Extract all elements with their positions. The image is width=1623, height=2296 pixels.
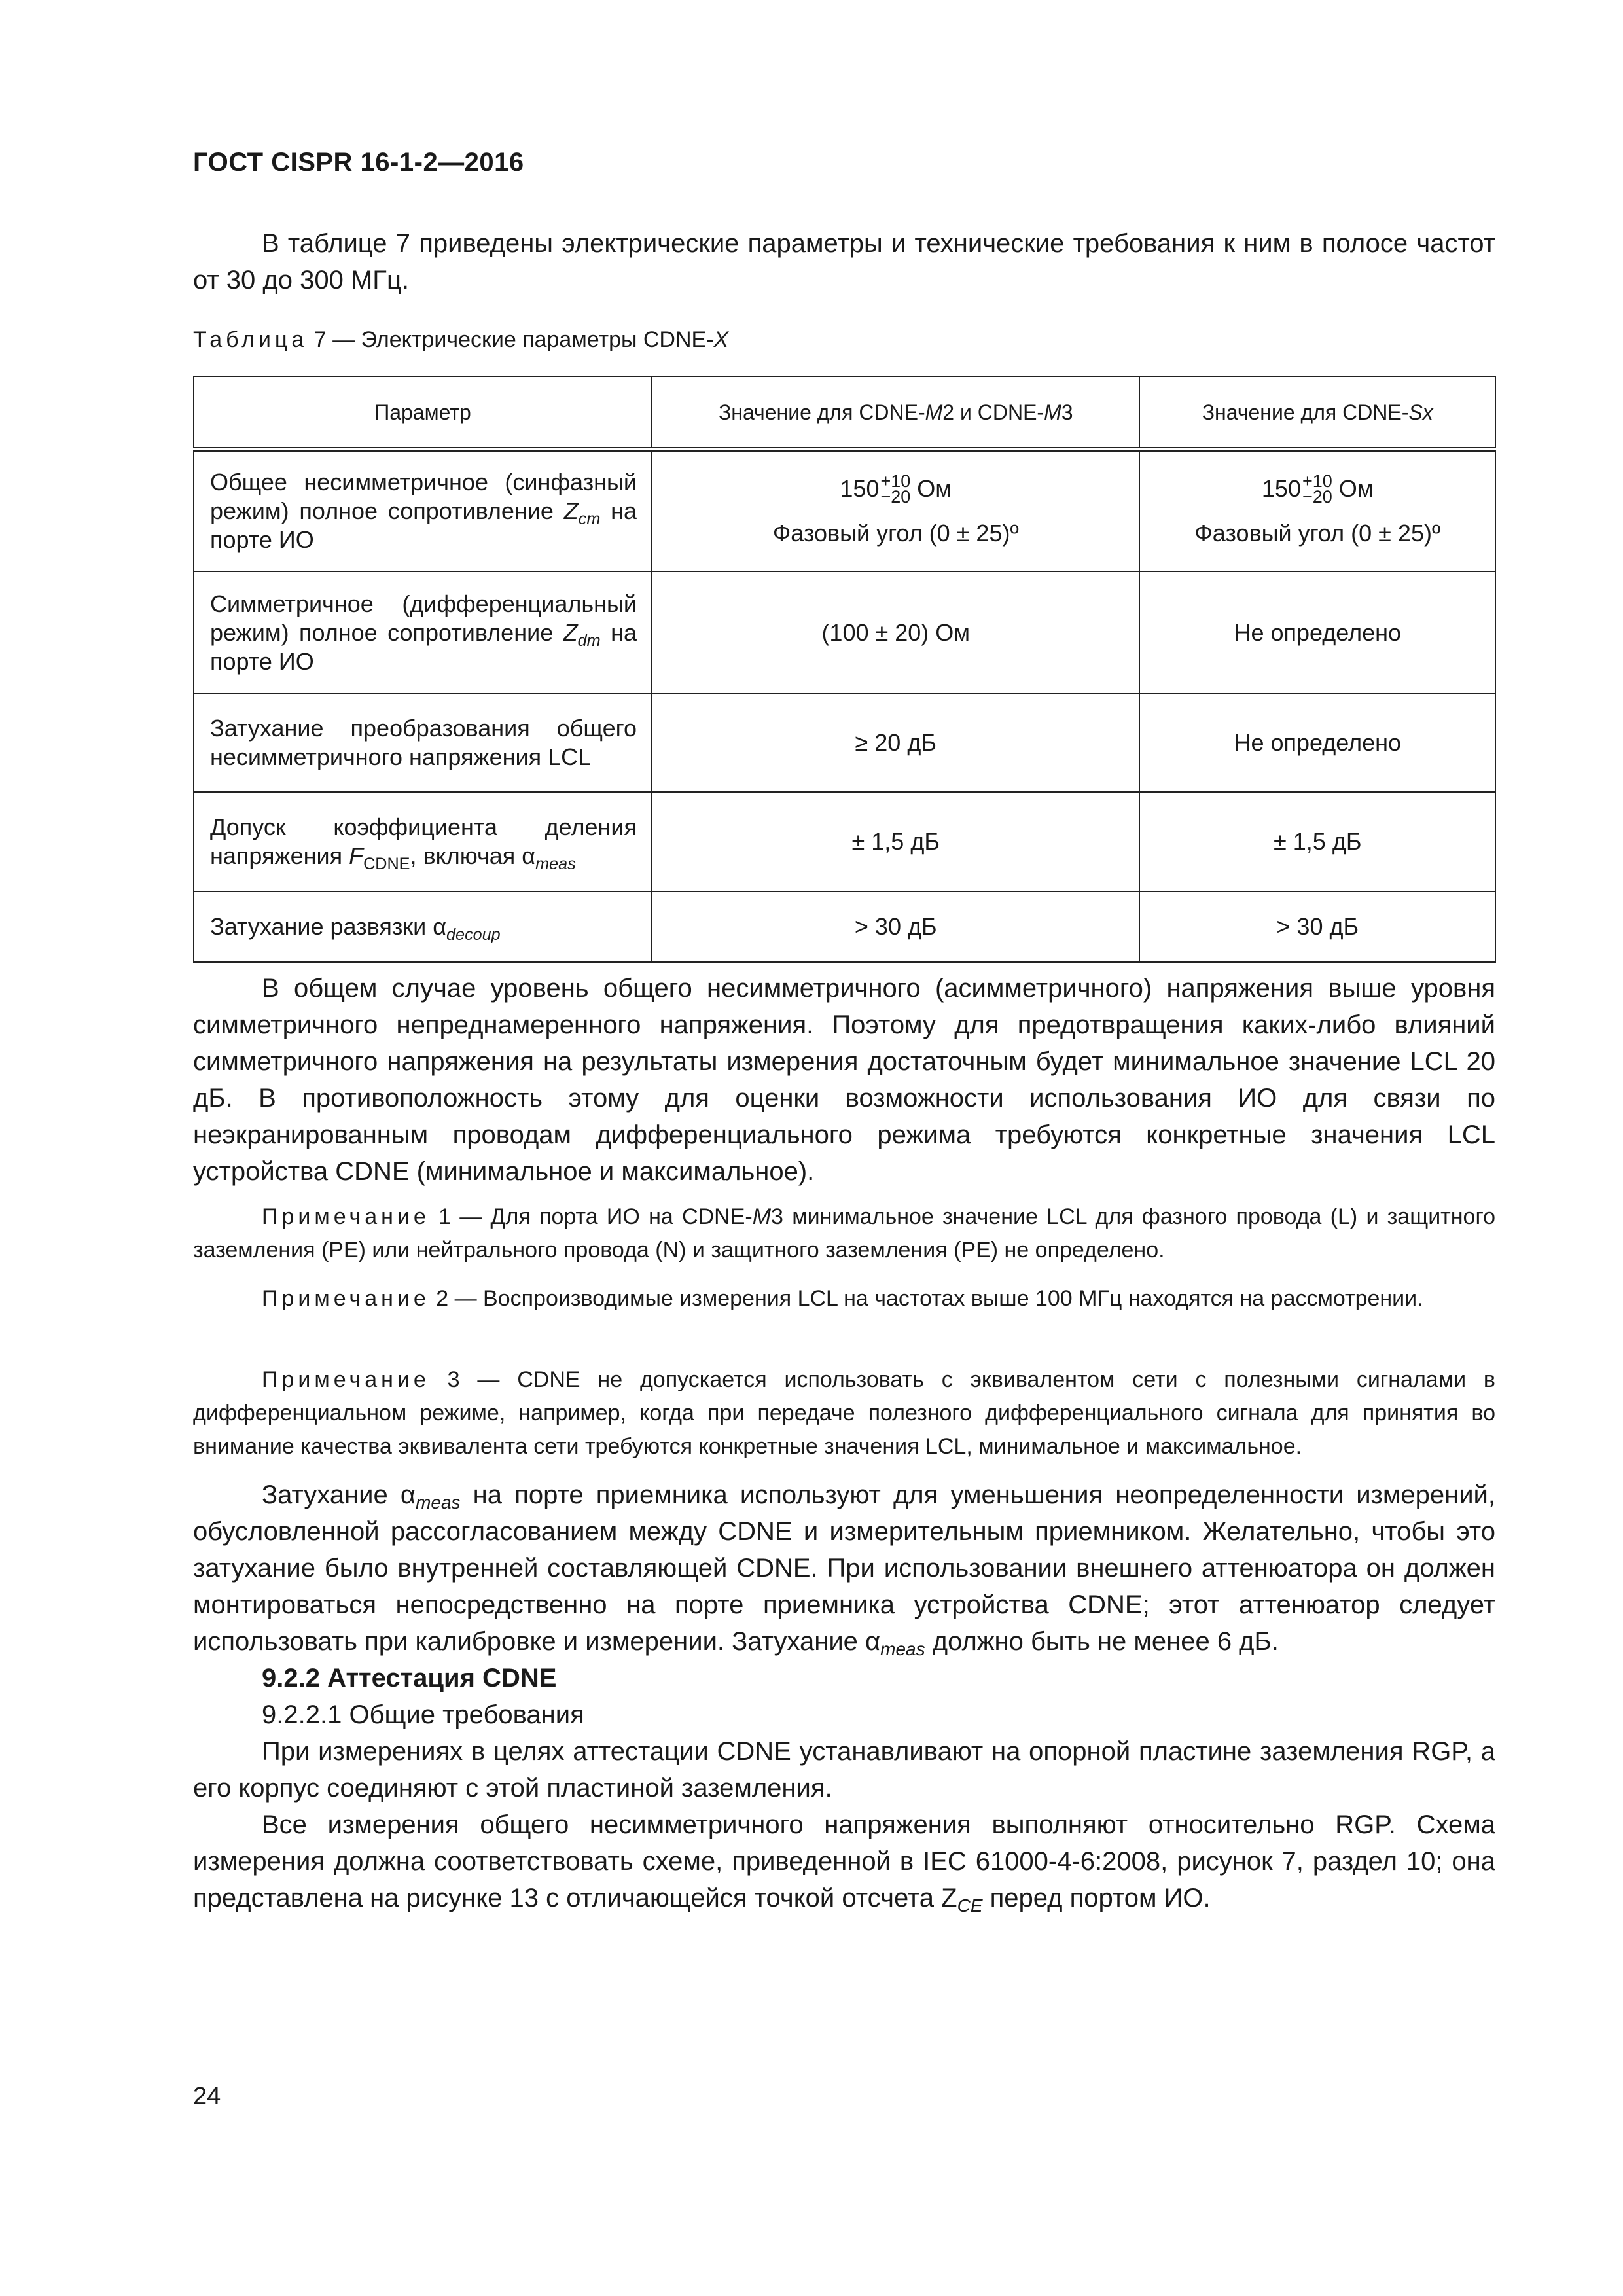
row1-param-after: на порте ИО xyxy=(210,497,637,553)
header-param: Параметр xyxy=(194,376,652,450)
row1-m-phase: Фазовый угол (0 ± 25)º xyxy=(772,520,1019,547)
row4-param-sym: F xyxy=(349,842,364,869)
header-m xyxy=(652,376,1139,450)
row1-m-sub: −20 xyxy=(880,487,911,507)
table-caption xyxy=(193,327,728,353)
row1-m-base: 150 xyxy=(840,475,880,502)
header-s-pre: Значение для CDNE- xyxy=(1202,400,1409,424)
row5-param xyxy=(194,891,652,962)
row4-param-sub: CDNE xyxy=(363,855,410,873)
paragraph-2 xyxy=(193,1477,1495,1660)
row1-m xyxy=(652,450,1139,572)
row4-param-text: Допуск коэффициента деления напряжения xyxy=(210,814,637,869)
note-1-text-a: 1 — Для порта ИО на CDNE- xyxy=(429,1204,753,1229)
note-2 xyxy=(193,1282,1495,1316)
table-row xyxy=(194,891,1495,962)
parameters-table xyxy=(193,376,1496,963)
note-1-text-b: 3 минимальное значение LCL для фазного провода (L) и защитного заземления (PE) или нейтрального провода (N) и защитного заземления (PE) не определено. xyxy=(193,1204,1496,1263)
row2-param-sym: Z xyxy=(563,619,578,646)
table-row xyxy=(194,450,1495,572)
note-1-text-m: M xyxy=(752,1204,772,1229)
row1-param xyxy=(194,450,652,572)
para2-c: должно быть не менее 6 дБ. xyxy=(925,1627,1279,1656)
para2-sub2: meas xyxy=(880,1639,925,1659)
para4-sub: CE xyxy=(957,1895,983,1916)
table-caption-x: X xyxy=(713,327,729,352)
para2-b: на порте приемника используют для уменьшения неопределенности измерений, обусловленной рассогласованием между CDNE и измерительным приемником. Желательно, чтобы это затухание было внутренней составляющей CDNE. При использовании внешнего аттенюатора он должен монтироваться непосредственно на порте приемника устройства CDNE; этот аттенюатор следует использовать при калибровке и измерении. Затухание α xyxy=(193,1480,1496,1656)
note-1 xyxy=(193,1200,1495,1267)
para4-a: Все измерения общего несимметричного напряжения выполняют относительно RGP. Схема измерения должна соответствовать схеме, приведенной в IEC 61000-4-6:2008, рисунок 7, раздел 10; она представлена на рисунке 13 с отличающейся точкой отсчета Z xyxy=(193,1810,1495,1912)
paragraph-3: При измерениях в целях аттестации CDNE устанавливают на опорной пластине заземления RGP, а его корпус соединяют с этой пластиной заземления. xyxy=(193,1737,1495,1803)
row1-m-tolerance xyxy=(880,473,910,505)
note-3-label: Примечание xyxy=(262,1367,430,1392)
row1-param-sub: cm xyxy=(578,510,601,528)
header-s xyxy=(1139,376,1495,450)
para4-b: перед портом ИО. xyxy=(982,1884,1211,1912)
row3-param: Затухание преобразования общего несимметричного напряжения LCL xyxy=(194,694,652,792)
document-header: ГОСТ CISPR 16-1-2—2016 xyxy=(193,148,524,177)
table-row xyxy=(194,694,1495,792)
row1-s-sub: −20 xyxy=(1302,487,1332,507)
row4-param-mid: , включая α xyxy=(410,842,536,869)
row1-m-sup: +10 xyxy=(880,471,911,492)
subsection-heading: 9.2.2.1 Общие требования xyxy=(262,1700,584,1729)
row1-m-unit: Ом xyxy=(917,475,952,502)
row1-s-unit: Ом xyxy=(1338,475,1374,502)
row4-param-sub2: meas xyxy=(535,855,576,873)
paragraph-4 xyxy=(193,1806,1495,1916)
row2-s: Не определено xyxy=(1139,571,1495,694)
table-header-row xyxy=(194,376,1495,450)
row1-s xyxy=(1139,450,1495,572)
row4-s: ± 1,5 дБ xyxy=(1139,792,1495,891)
row2-param xyxy=(194,571,652,694)
note-3 xyxy=(193,1363,1495,1463)
table-row xyxy=(194,792,1495,891)
row2-param-sub: dm xyxy=(577,631,601,650)
row2-m: (100 ± 20) Ом xyxy=(652,571,1139,694)
table-row xyxy=(194,571,1495,694)
row4-m: ± 1,5 дБ xyxy=(652,792,1139,891)
header-m-m2: M xyxy=(925,400,943,424)
header-s-sx: Sx xyxy=(1408,400,1433,424)
note-3-text: 3 — CDNE не допускается использовать с эквивалентом сети с полезными сигналами в дифференциальном режиме, например, когда при передаче полезного дифференциального сигнала для принятия во внимание качества эквивалента сети требуются конкретные значения LCL, минимальное и максимальное. xyxy=(193,1367,1495,1459)
row1-s-phase: Фазовый угол (0 ± 25)º xyxy=(1194,520,1441,547)
header-m-m3: M xyxy=(1044,400,1061,424)
section-heading: 9.2.2 Аттестация CDNE xyxy=(262,1664,557,1693)
row5-m: > 30 дБ xyxy=(652,891,1139,962)
header-m-pre: Значение для CDNE- xyxy=(718,400,925,424)
row3-s: Не определено xyxy=(1139,694,1495,792)
row2-param-text: Симметричное (дифференциальный режим) полное сопротивление xyxy=(210,590,637,646)
row5-param-text: Затухание развязки α xyxy=(210,913,447,940)
row1-s-sup: +10 xyxy=(1302,471,1332,492)
row1-s-tolerance xyxy=(1302,473,1332,505)
note-2-text: 2 — Воспроизводимые измерения LCL на частотах выше 100 МГц находятся на рассмотрении. xyxy=(429,1286,1423,1311)
row1-param-sym: Z xyxy=(563,497,579,524)
row5-s: > 30 дБ xyxy=(1139,891,1495,962)
row1-s-base: 150 xyxy=(1261,475,1301,502)
intro-paragraph: В таблице 7 приведены электрические параметры и технические требования к ним в полосе частот от 30 до 300 МГц. xyxy=(193,229,1495,295)
note-1-label: Примечание xyxy=(262,1204,430,1229)
table-caption-prefix: Таблица xyxy=(193,327,308,352)
table-caption-text: 7 — Электрические параметры CDNE- xyxy=(313,327,714,352)
header-m-2: 2 и CDNE- xyxy=(942,400,1044,424)
note-2-label: Примечание xyxy=(262,1286,430,1311)
paragraph-1: В общем случае уровень общего несимметричного (асимметричного) напряжения выше уровня симметричного непреднамеренного напряжения. Поэтому для предотвращения каких-либо влияний симметричного напряжения на результаты измерения достаточным будет минимальное значение LCL 20 дБ. В противоположность этому для оценки возможности использования ИО для связи по неэкранированным проводам дифференциального режима требуются конкретные значения LCL устройства CDNE (минимальное и максимальное). xyxy=(193,974,1495,1186)
row1-param-text: Общее несимметричное (синфазный режим) полное сопротивление xyxy=(210,469,637,524)
para2-sub1: meas xyxy=(416,1492,461,1513)
row5-param-sub: decoup xyxy=(446,925,501,944)
row3-m: ≥ 20 дБ xyxy=(652,694,1139,792)
para2-a: Затухание α xyxy=(262,1480,416,1509)
row4-param xyxy=(194,792,652,891)
header-m-3: 3 xyxy=(1061,400,1073,424)
page-number: 24 xyxy=(193,2083,221,2110)
row2-param-after: на порте ИО xyxy=(210,619,637,675)
